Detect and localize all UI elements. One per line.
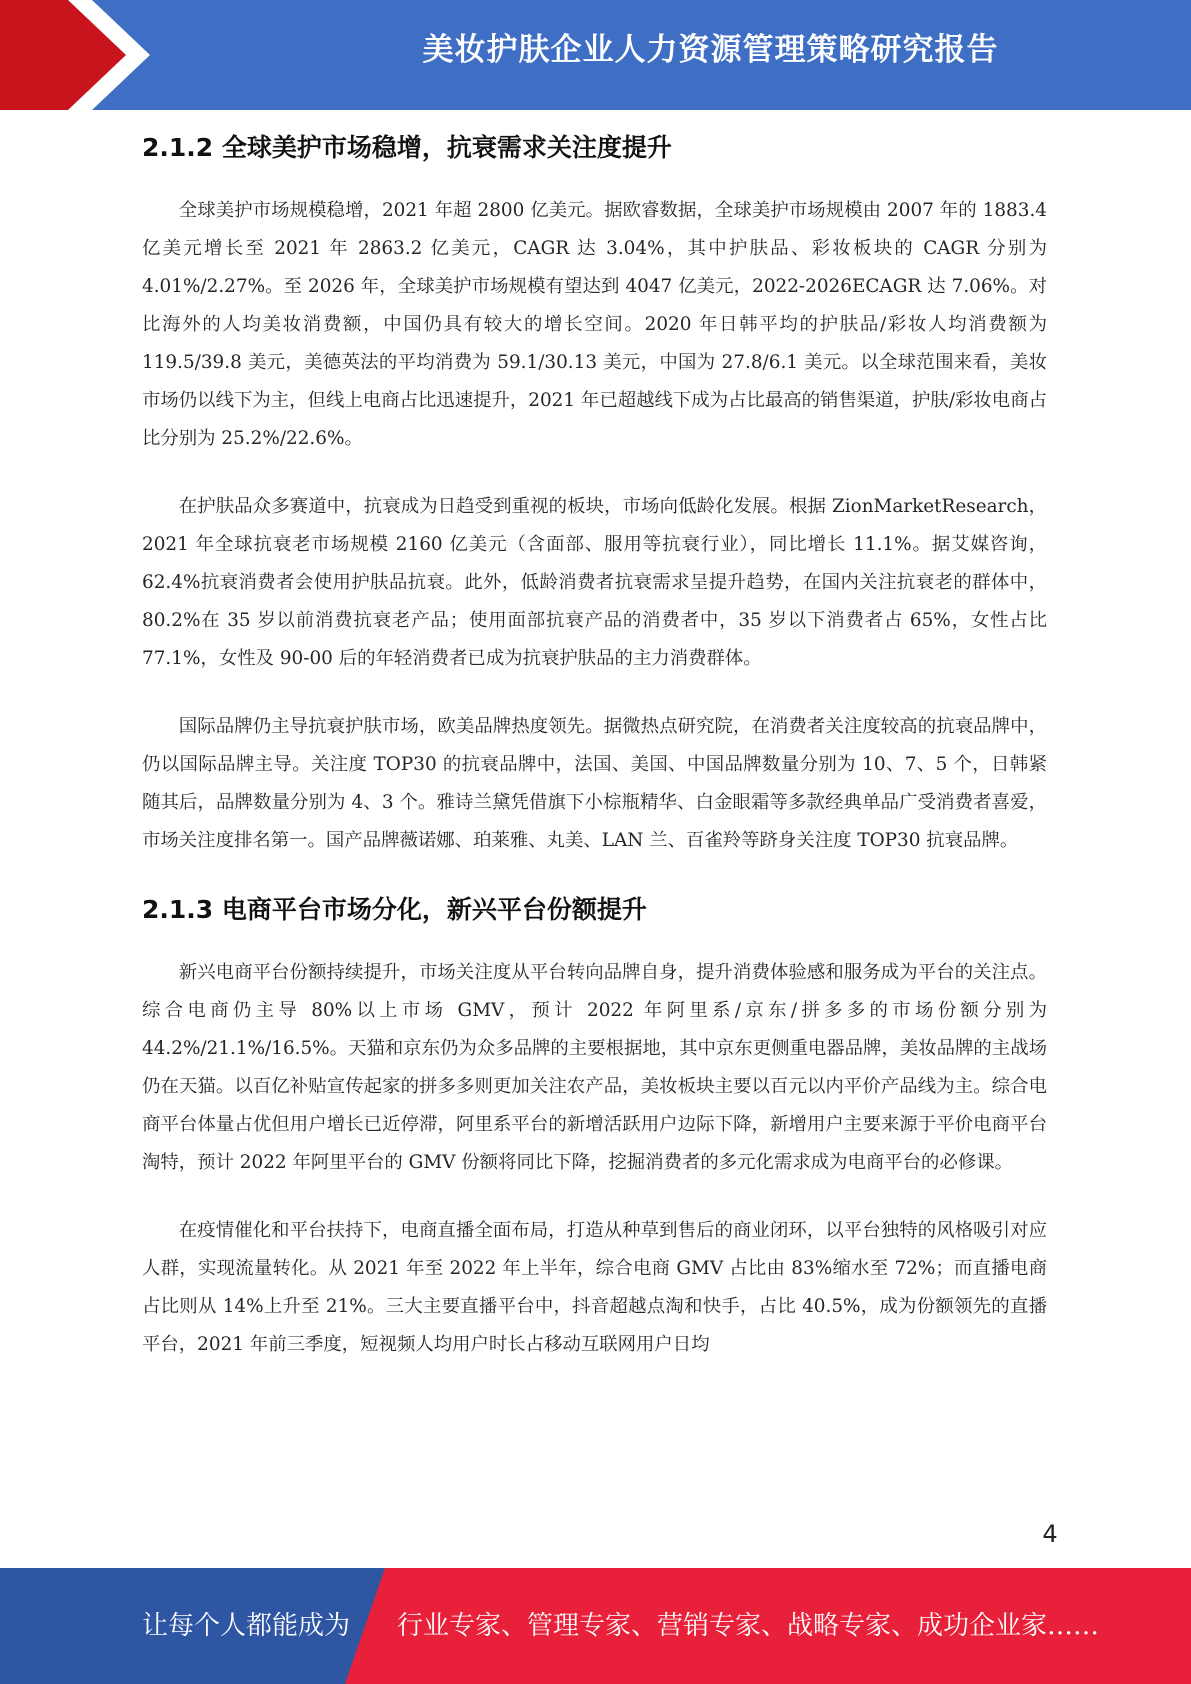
main-content [142, 128, 1047, 1394]
paragraph: 在疫情催化和平台扶持下，电商直播全面布局，打造从种草到售后的商业闭环，以平台独特的风格吸引对应人群，实现流量转化。从 2021 年至 2022 年上半年，综合电商 GMV 占比由 83%缩水至 72%；而直播电商占比则从 14%上升至 21%。三大主要直播平台中，抖音超越点淘和快手，占比 40.5%，成为份额领先的直播平台，2021 年前三季度，短视频人均用户时长占移动互联网用户日均 [142, 1220, 1047, 1355]
paragraph: 在护肤品众多赛道中，抗衰成为日趋受到重视的板块，市场向低龄化发展。根据 ZionMarketResearch，2021 年全球抗衰老市场规模 2160 亿美元（含面部、服用等抗衰行业），同比增长 11.1%。据艾媒咨询，62.4%抗衰消费者会使用护肤品抗衰。此外，低龄消费者抗衰需求呈提升趋势，在国内关注抗衰老的群体中，80.2%在 35 岁以前消费抗衰老产品；使用面部抗衰产品的消费者中，35 岁以下消费者占 65%，女性占比 77.1%，女性及 90-00 后的年轻消费者已成为抗衰护肤品的主力消费群体。 [142, 496, 1047, 669]
section-heading-2-1-2: 2.1.2 全球美护市场稳增，抗衰需求关注度提升 [142, 133, 672, 162]
page-footer [0, 1568, 1191, 1684]
page-header [0, 0, 1191, 110]
paragraph: 新兴电商平台份额持续提升，市场关注度从平台转向品牌自身，提升消费体验感和服务成为平台的关注点。综合电商仍主导 80%以上市场 GMV，预计 2022 年阿里系/京东/拼多多的市场份额分别为 44.2%/21.1%/16.5%。天猫和京东仍为众多品牌的主要根据地，其中京东更侧重电器品牌，美妆品牌的主战场仍在天猫。以百亿补贴宣传起家的拼多多则更加关注农产品，美妆板块主要以百元以内平价产品线为主。综合电商平台体量占优但用户增长已近停滞，阿里系平台的新增活跃用户边际下降，新增用户主要来源于平价电商平台淘特，预计 2022 年阿里平台的 GMV 份额将同比下降，挖掘消费者的多元化需求成为电商平台的必修课。 [142, 962, 1047, 1173]
paragraph: 国际品牌仍主导抗衰护肤市场，欧美品牌热度领先。据微热点研究院，在消费者关注度较高的抗衰品牌中，仍以国际品牌主导。关注度 TOP30 的抗衰品牌中，法国、美国、中国品牌数量分别为 10、7、5 个，日韩紧随其后，品牌数量分别为 4、3 个。雅诗兰黛凭借旗下小棕瓶精华、白金眼霜等多款经典单品广受消费者喜爱，市场关注度排名第一。国产品牌薇诺娜、珀莱雅、丸美、LAN 兰、百雀羚等跻身关注度 TOP30 抗衰品牌。 [142, 716, 1047, 851]
footer-slogan-right: 行业专家、管理专家、营销专家、战略专家、成功企业家…… [397, 1611, 1100, 1641]
paragraph: 全球美护市场规模稳增，2021 年超 2800 亿美元。据欧睿数据，全球美护市场规模由 2007 年的 1883.4 亿美元增长至 2021 年 2863.2 亿美元，CAGR 达 3.04%，其中护肤品、彩妆板块的 CAGR 分别为 4.01%/2.27%。至 2026 年，全球美护市场规模有望达到 4047 亿美元，2022-2026ECAGR 达 7.06%。对比海外的人均美妆消费额，中国仍具有较大的增长空间。2020 年日韩平均的护肤品/彩妆人均消费额为 119.5/39.8 美元，美德英法的平均消费为 59.1/30.13 美元，中国为 27.8/6.1 美元。以全球范围来看，美妆市场仍以线下为主，但线上电商占比迅速提升，2021 年已超越线下成为占比最高的销售渠道，护肤/彩妆电商占比分别为 25.2%/22.6%。 [142, 200, 1047, 449]
header-arrow-decoration [0, 0, 160, 110]
page-number: 4 [1042, 1520, 1058, 1548]
document-title: 美妆护肤企业人力资源管理策略研究报告 [422, 32, 999, 68]
footer-slogan-left: 让每个人都能成为 [142, 1611, 351, 1641]
section-heading-2-1-3: 2.1.3 电商平台市场分化，新兴平台份额提升 [142, 895, 647, 924]
